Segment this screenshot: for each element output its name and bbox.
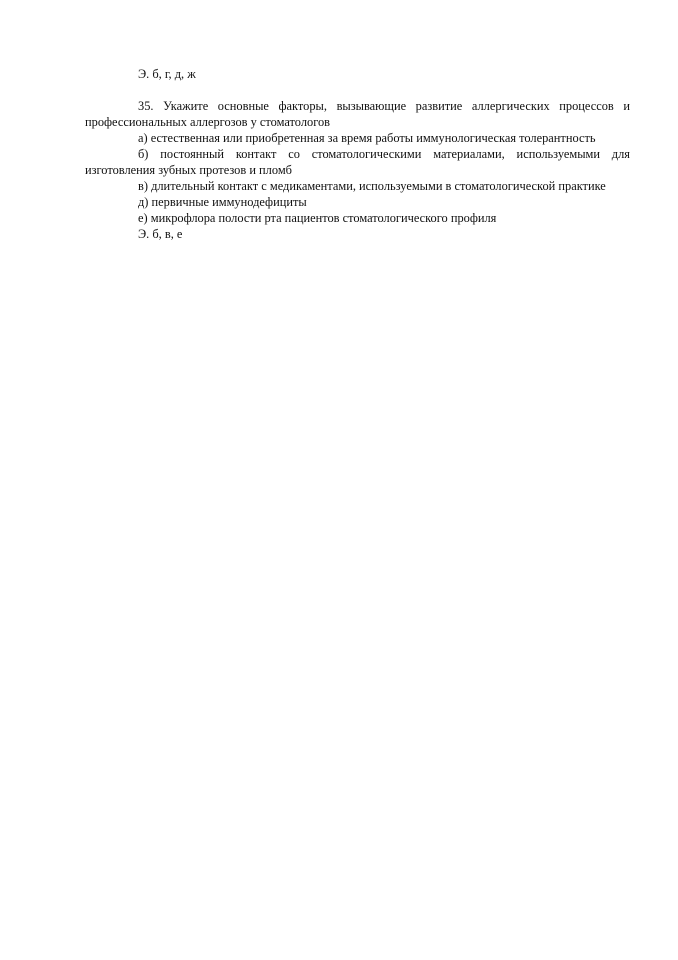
previous-answer-block [85, 66, 630, 82]
question-block [85, 98, 630, 242]
question-answer: Э. б, в, е [138, 227, 183, 241]
option-a: а) естественная или приобретенная за время работы иммунологическая толерантность [138, 131, 596, 145]
option-b: б) постоянный контакт со стоматологическими материалами, используемыми для изготовления зубных протезов и пломб [85, 147, 630, 177]
previous-answer: Э. б, г, д, ж [138, 67, 196, 81]
question-text: 35. Укажите основные факторы, вызывающие развитие аллергических процессов и профессиональных аллергозов у стоматологов [85, 99, 630, 129]
option-e: е) микрофлора полости рта пациентов стоматологического профиля [138, 211, 497, 225]
option-c: в) длительный контакт с медикаментами, используемыми в стоматологической практике [138, 179, 606, 193]
option-d: д) первичные иммунодефициты [138, 195, 307, 209]
